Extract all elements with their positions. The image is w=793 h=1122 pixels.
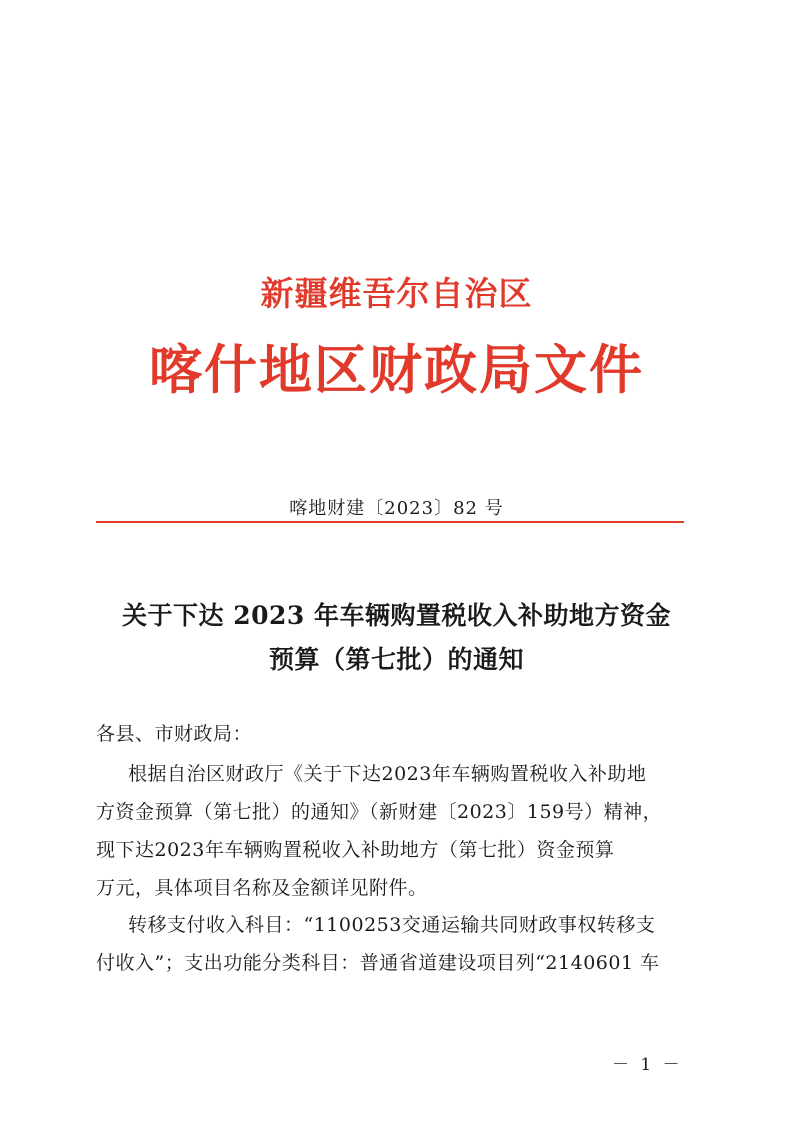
page-number: － 1 －: [612, 1055, 683, 1075]
issuer-document-header: 喀什地区财政局文件: [149, 340, 644, 401]
paragraph-2-line: 付收入”；支出功能分类科目：普通省道建设项目列“2140601 车: [96, 952, 660, 974]
header-divider: [96, 521, 684, 523]
paragraph-1-line: 根据自治区财政厅《关于下达2023年车辆购置税收入补助地: [128, 763, 647, 785]
document-title-line-1: 关于下达 2023 年车辆购置税收入补助地方资金: [122, 601, 671, 630]
salutation: 各县、市财政局：: [96, 723, 253, 745]
paragraph-2-line: 转移支付收入科目：“1100253交通运输共同财政事权转移支: [128, 914, 656, 936]
paragraph-1-line: 现下达2023年车辆购置税收入补助地方（第七批）资金预算: [96, 839, 615, 861]
document-title-line-2: 预算（第七批）的通知: [268, 645, 524, 674]
issuer-region: 新疆维吾尔自治区: [260, 274, 533, 313]
document-number: 喀地财建〔2023〕82 号: [289, 498, 504, 519]
paragraph-1-line: 万元，具体项目名称及金额详见附件。: [96, 877, 428, 899]
paragraph-1-line: 方资金预算（第七批）的通知》（新财建〔2023〕159号）精神，: [96, 801, 663, 823]
